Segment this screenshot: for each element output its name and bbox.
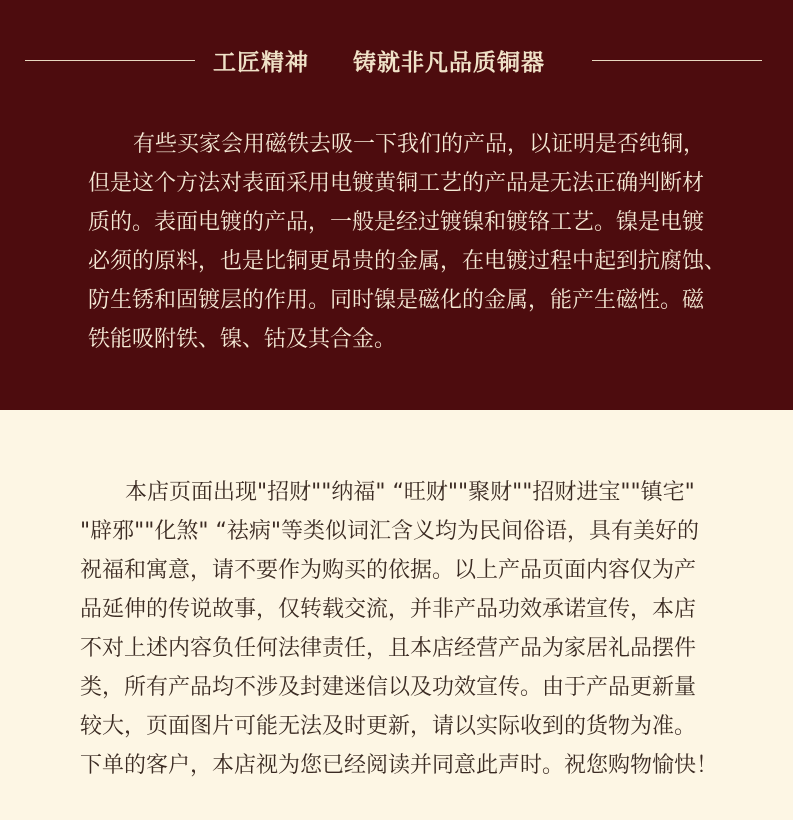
paragraph-line: 不对上述内容负任何法律责任，且本店经营产品为家居礼品摆件 [80, 636, 697, 661]
paragraph-line: 但是这个方法对表面采用电镀黄铜工艺的产品是无法正确判断材 [88, 171, 705, 196]
header-divider-left [25, 60, 195, 61]
paragraph-line: 品延伸的传说故事，仅转载交流，并非产品功效承诺宣传，本店 [80, 597, 697, 622]
section-header [0, 40, 793, 80]
paragraph-line: 铁能吸附铁、镍、钴及其合金。 [88, 327, 397, 352]
paragraph-line: 必须的原料，也是比铜更昂贵的金属，在电镀过程中起到抗腐蚀、 [88, 249, 727, 274]
paragraph-line: 防生锈和固镀层的作用。同时镍是磁化的金属，能产生磁性。磁 [88, 288, 705, 313]
disclaimer-paragraph [80, 473, 718, 785]
paragraph-line: "辟邪""化煞" “祛病"等类似词汇含义均为民间俗语，具有美好的 [80, 519, 699, 544]
paragraph-line: 质的。表面电镀的产品，一般是经过镀镍和镀铬工艺。镍是电镀 [88, 210, 705, 235]
paragraph-line: 祝福和寓意，请不要作为购买的依据。以上产品页面内容仅为产 [80, 558, 697, 583]
header-divider-right [592, 60, 762, 61]
paragraph-line: 类，所有产品均不涉及封建迷信以及功效宣传。由于产品更新量 [80, 675, 697, 700]
paragraph-line: 较大，页面图片可能无法及时更新，请以实际收到的货物为准。 [80, 714, 697, 739]
magnet-test-paragraph [88, 125, 726, 359]
paragraph-line: 下单的客户，本店视为您已经阅读并同意此声时。祝您购物愉快！ [80, 753, 719, 778]
header-title-left: 工匠精神 [213, 50, 309, 76]
paragraph-line: 本店页面出现"招财""纳福" “旺财""聚财""招财进宝""镇宅" [125, 480, 695, 505]
header-title-right: 铸就非凡品质铜器 [353, 50, 545, 76]
paragraph-line: 有些买家会用磁铁去吸一下我们的产品，以证明是否纯铜， [133, 132, 706, 157]
